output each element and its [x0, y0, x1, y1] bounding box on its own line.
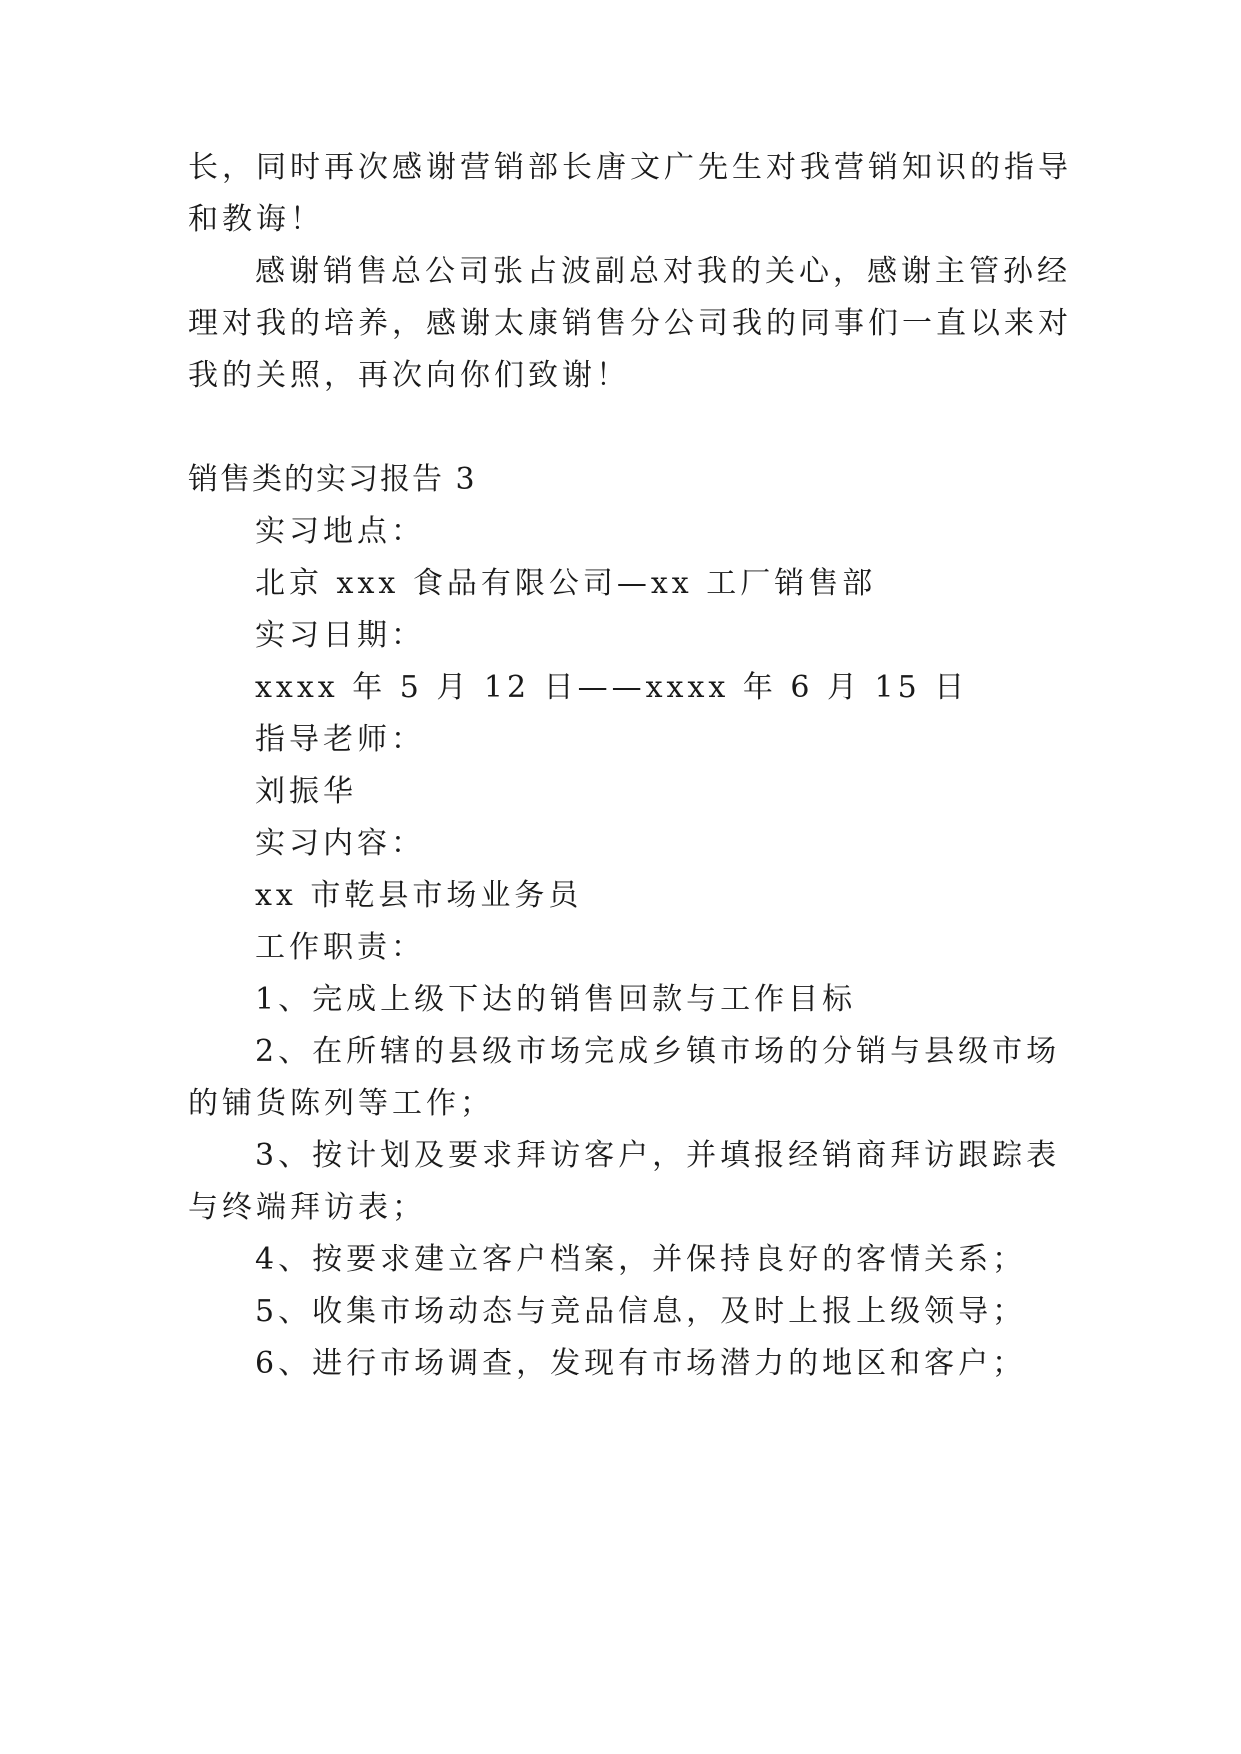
report-title: 销售类的实习报告 3	[188, 462, 477, 497]
paragraph-line: 感谢销售总公司张占波副总对我的关心，感谢主管孙经	[255, 254, 1071, 289]
content-value: xx 市乾县市场业务员	[255, 878, 583, 913]
paragraph-line: 我的关照，再次向你们致谢！	[188, 358, 630, 393]
duty-item: 2、在所辖的县级市场完成乡镇市场的分销与县级市场	[255, 1034, 1061, 1069]
duty-item: 5、收集市场动态与竞品信息，及时上报上级领导；	[255, 1294, 1027, 1329]
location-value: 北京 xxx 食品有限公司—xx 工厂销售部	[255, 566, 877, 601]
duty-item: 3、按计划及要求拜访客户，并填报经销商拜访跟踪表	[255, 1138, 1061, 1173]
content-label: 实习内容：	[255, 826, 425, 861]
duty-item: 4、按要求建立客户档案，并保持良好的客情关系；	[255, 1242, 1027, 1277]
duty-item: 1、完成上级下达的销售回款与工作目标	[255, 982, 857, 1017]
date-value: xxxx 年 5 月 12 日——xxxx 年 6 月 15 日	[255, 670, 969, 705]
paragraph-line: 和教诲！	[188, 202, 324, 237]
duty-item-continuation: 的铺货陈列等工作；	[188, 1086, 494, 1121]
location-label: 实习地点：	[255, 514, 425, 549]
duties-label: 工作职责：	[255, 930, 425, 965]
teacher-value: 刘振华	[255, 774, 357, 809]
teacher-label: 指导老师：	[255, 722, 425, 757]
paragraph-line: 理对我的培养，感谢太康销售分公司我的同事们一直以来对	[188, 306, 1072, 341]
duty-item: 6、进行市场调查，发现有市场潜力的地区和客户；	[255, 1346, 1027, 1381]
paragraph-line: 长，同时再次感谢营销部长唐文广先生对我营销知识的指导	[188, 150, 1072, 185]
duty-item-continuation: 与终端拜访表；	[188, 1190, 426, 1225]
date-label: 实习日期：	[255, 618, 425, 653]
